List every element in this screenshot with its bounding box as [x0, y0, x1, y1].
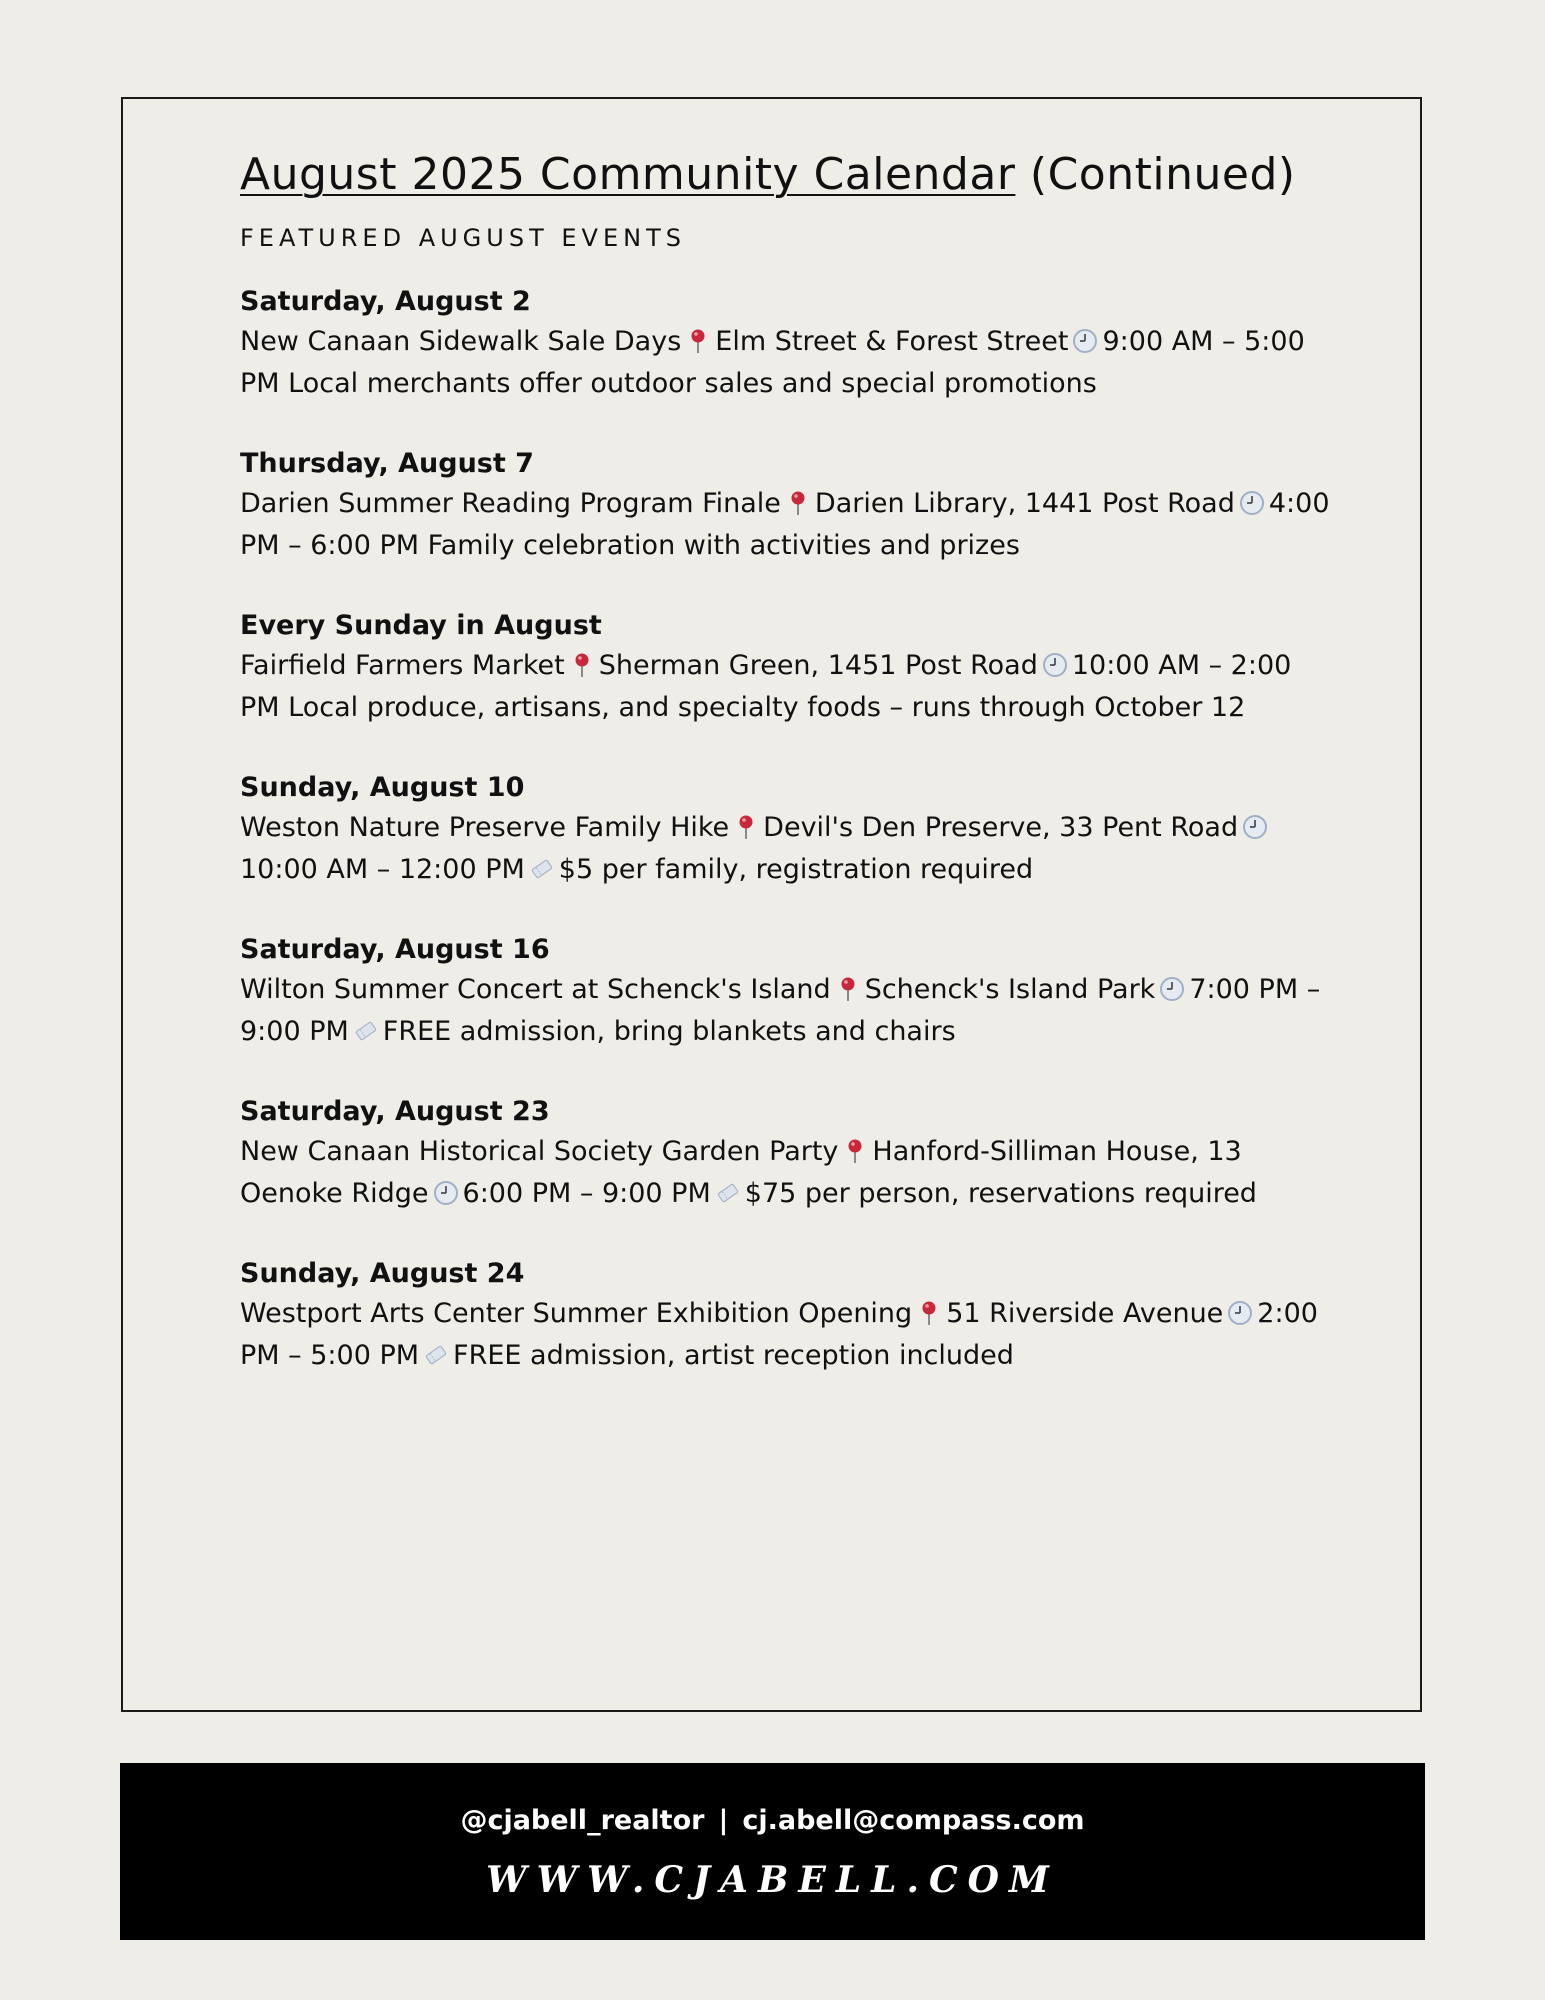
event-item: [240, 607, 1330, 729]
website-link[interactable]: WWW.CJABELL.COM: [486, 1859, 1059, 1901]
event-details: Family celebration with activities and prizes: [427, 530, 1020, 561]
pin-icon: [733, 814, 759, 840]
clock-icon: [1239, 490, 1265, 516]
event-item: [240, 1093, 1330, 1215]
event-time: 4:00 PM – 6:00 PM: [240, 488, 1330, 561]
email-link[interactable]: cj.abell@compass.com: [742, 1805, 1085, 1836]
ticket-icon: [353, 1018, 379, 1044]
event-item: [240, 931, 1330, 1053]
event-name: Westport Arts Center Summer Exhibition Opening: [240, 1298, 913, 1329]
event-time: 10:00 AM – 2:00 PM: [240, 650, 1292, 723]
event-location: Darien Library, 1441 Post Road: [814, 488, 1235, 519]
event-location: Elm Street & Forest Street: [715, 326, 1069, 357]
event-item: [240, 1255, 1330, 1377]
event-description: [240, 483, 1330, 567]
event-description: [240, 1131, 1330, 1215]
footer-separator: |: [718, 1805, 729, 1836]
clock-icon: [1072, 328, 1098, 354]
event-description: [240, 321, 1330, 405]
pin-icon: [842, 1138, 868, 1164]
pin-icon: [569, 652, 595, 678]
pin-icon: [685, 328, 711, 354]
event-name: New Canaan Historical Society Garden Party: [240, 1136, 839, 1167]
event-location: 51 Riverside Avenue: [946, 1298, 1224, 1329]
pin-icon: [835, 976, 861, 1002]
event-description: [240, 645, 1330, 729]
event-date: Saturday, August 16: [240, 934, 550, 965]
event-name: Fairfield Farmers Market: [240, 650, 565, 681]
event-time: 9:00 AM – 5:00 PM: [240, 326, 1305, 399]
page-title-suffix: (Continued): [1029, 149, 1296, 200]
footer-bar: [120, 1763, 1425, 1940]
ticket-icon: [715, 1180, 741, 1206]
event-item: [240, 769, 1330, 891]
event-name: Darien Summer Reading Program Finale: [240, 488, 781, 519]
event-time: 6:00 PM – 9:00 PM: [462, 1178, 711, 1209]
event-date: Thursday, August 7: [240, 448, 534, 479]
event-details: Local merchants offer outdoor sales and special promotions: [288, 368, 1097, 399]
footer-contact: [120, 1803, 1425, 1839]
event-description: [240, 969, 1330, 1053]
instagram-handle[interactable]: @cjabell_realtor: [460, 1805, 705, 1836]
event-details: Local produce, artisans, and specialty foods – runs through October 12: [288, 692, 1246, 723]
event-price: $75 per person, reservations required: [744, 1178, 1257, 1209]
section-subtitle: FEATURED AUGUST EVENTS: [240, 224, 686, 252]
event-location: Devil's Den Preserve, 33 Pent Road: [763, 812, 1239, 843]
event-list: [240, 283, 1330, 1377]
clock-icon: [1159, 976, 1185, 1002]
event-name: Weston Nature Preserve Family Hike: [240, 812, 730, 843]
event-location: Hanford-Silliman House, 13 Oenoke Ridge: [240, 1136, 1242, 1209]
event-time: 10:00 AM – 12:00 PM: [240, 854, 525, 885]
clock-icon: [433, 1180, 459, 1206]
event-name: Wilton Summer Concert at Schenck's Island: [240, 974, 831, 1005]
pin-icon: [785, 490, 811, 516]
event-item: [240, 283, 1330, 405]
event-date: Saturday, August 23: [240, 1096, 550, 1127]
event-date: Every Sunday in August: [240, 610, 602, 641]
event-date: Sunday, August 10: [240, 772, 525, 803]
event-price: $5 per family, registration required: [558, 854, 1034, 885]
event-price: FREE admission, bring blankets and chairs: [382, 1016, 956, 1047]
event-date: Sunday, August 24: [240, 1258, 525, 1289]
event-date: Saturday, August 2: [240, 286, 531, 317]
ticket-icon: [529, 856, 555, 882]
calendar-content: [240, 145, 1330, 1377]
event-location: Schenck's Island Park: [864, 974, 1156, 1005]
clock-icon: [1227, 1300, 1253, 1326]
event-price: FREE admission, artist reception included: [453, 1340, 1014, 1371]
pin-icon: [916, 1300, 942, 1326]
page-title-main: August 2025 Community Calendar: [240, 149, 1016, 200]
clock-icon: [1242, 814, 1268, 840]
event-location: Sherman Green, 1451 Post Road: [598, 650, 1038, 681]
event-description: [240, 1293, 1330, 1377]
event-name: New Canaan Sidewalk Sale Days: [240, 326, 682, 357]
ticket-icon: [423, 1342, 449, 1368]
page-title: [240, 145, 1330, 205]
clock-icon: [1042, 652, 1068, 678]
event-time: 7:00 PM – 9:00 PM: [240, 974, 1321, 1047]
event-time: 2:00 PM – 5:00 PM: [240, 1298, 1318, 1371]
event-description: [240, 807, 1330, 891]
event-item: [240, 445, 1330, 567]
